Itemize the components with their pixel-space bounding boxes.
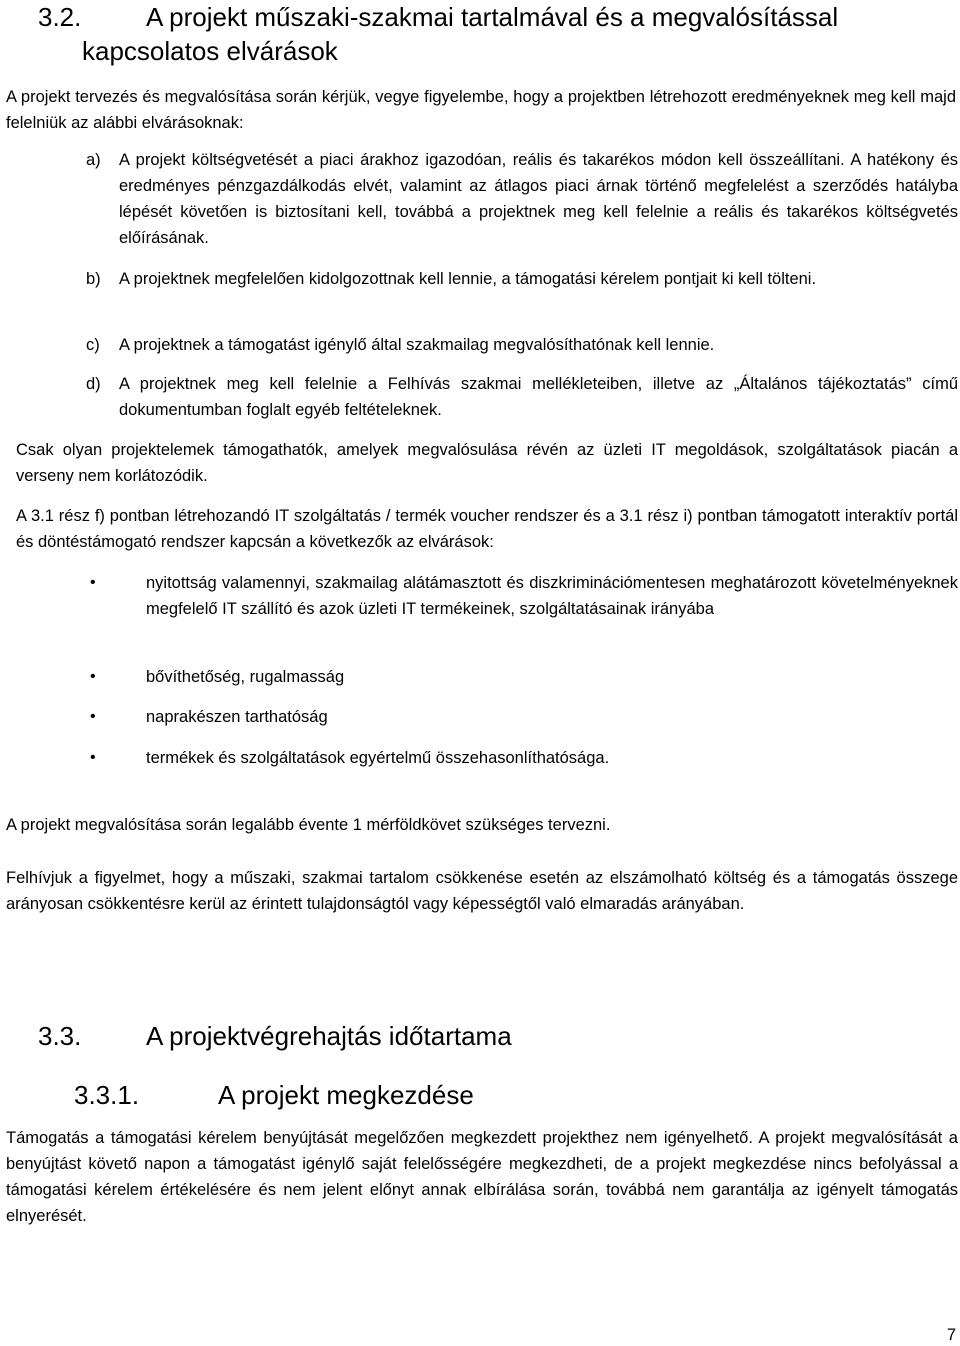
bullet-text: naprakészen tarthatóság [146,708,328,726]
list-marker: c) [86,336,100,354]
bullet-icon: • [90,574,96,591]
list-item-text: A projektnek a támogatást igénylő által szakmailag megvalósíthatónak kell lennie. [119,336,715,354]
paragraph-market: Csak olyan projektelemek támogathatók, amelyek megvalósulása révén az üzleti IT megoldások, szolgáltatások piacán a verseny nem korlátozódik. [16,441,958,485]
requirement-item-b [86,266,958,292]
bullet-text: termékek és szolgáltatások egyértelmű összehasonlíthatósága. [146,749,610,767]
section-heading-3-3-1 [74,1078,958,1112]
section-number: 3.3.1. [74,1080,140,1110]
paragraph-milestone: A projekt megvalósítása során legalább évente 1 mérföldkövet szükséges tervezni. [6,816,611,834]
bullet-item [90,704,958,730]
paragraph-portal: A 3.1 rész f) pontban létrehozandó IT szolgáltatás / termék voucher rendszer és a 3.1 rész i) pontban támogatott interaktív portál és döntéstámogató rendszer kapcsán a következők az elvárások: [16,507,958,551]
page-number: 7 [946,1326,956,1344]
bullet-item [90,745,958,771]
paragraph-start: Támogatás a támogatási kérelem benyújtását megelőzően megkezdett projekthez nem igényelhető. A projekt megvalósítását a benyújtást követő napon a támogatást igénylő saját felelősségére megkezdheti, de a projekt megkezdése nincs befolyással a támogatási kérelem értékelésére és nem jelent előnyt annak elbírálása során, továbbá nem garantálja az igényelt támogatás elnyerését. [6,1129,958,1225]
section-heading-3-3 [38,1019,958,1053]
bullet-text: bővíthetőség, rugalmasság [146,668,345,686]
requirement-item-c [86,332,958,358]
intro-paragraph: A projekt tervezés és megvalósítása során kérjük, vegye figyelembe, hogy a projektben létrehozott eredményeknek meg kell majd felelniük az alábbi elvárásoknak: [6,88,956,132]
requirement-item-a [86,147,958,251]
list-item-text: A projektnek megfelelően kidolgozottnak kell lennie, a támogatási kérelem pontjait ki kell tölteni. [119,270,817,288]
section-number: 3.2. [38,2,82,32]
section-number: 3.3. [38,1021,82,1051]
list-item-text: A projekt költségvetését a piaci árakhoz igazodóan, reális és takarékos módon kell összeállítani. A hatékony és eredményes pénzgazdálkodás elvét, valamint az átlagos piaci árnak történő megfelelést a szerződés hatályba lépését követően is biztosítani kell, továbbá a projektnek meg kell felelnie a reális és takarékos költségvetés előírásának. [119,151,958,247]
section-heading-3-2 [38,0,958,68]
bullet-text: nyitottság valamennyi, szakmailag alátámasztott és diszkriminációmentesen meghatározott követelményeknek megfelelő IT szállító és azok üzleti IT termékeinek, szolgáltatásainak irányába [146,574,958,618]
bullet-icon: • [90,749,96,766]
section-title-line1: A projekt műszaki-szakmai tartalmával és a megvalósítással [146,2,839,32]
bullet-item [90,570,958,622]
list-marker: b) [86,270,101,288]
section-title-line2: kapcsolatos elvárások [82,36,338,66]
section-title: A projektvégrehajtás időtartama [146,1021,512,1051]
list-marker: a) [86,151,101,169]
list-marker: d) [86,375,101,393]
bullet-item [90,664,958,690]
bullet-icon: • [90,708,96,725]
requirement-item-d [86,371,958,423]
section-title: A projekt megkezdése [218,1080,474,1110]
list-item-text: A projektnek meg kell felelnie a Felhívás szakmai mellékleteiben, illetve az „Általános tájékoztatás” című dokumentumban foglalt egyéb feltételeknek. [119,375,958,419]
bullet-icon: • [90,668,96,685]
paragraph-reduction: Felhívjuk a figyelmet, hogy a műszaki, szakmai tartalom csökkenése esetén az elszámolható költség és a támogatás összege arányosan csökkentésre kerül az érintett tulajdonságtól vagy képességtől való elmaradás arányában. [6,869,958,913]
